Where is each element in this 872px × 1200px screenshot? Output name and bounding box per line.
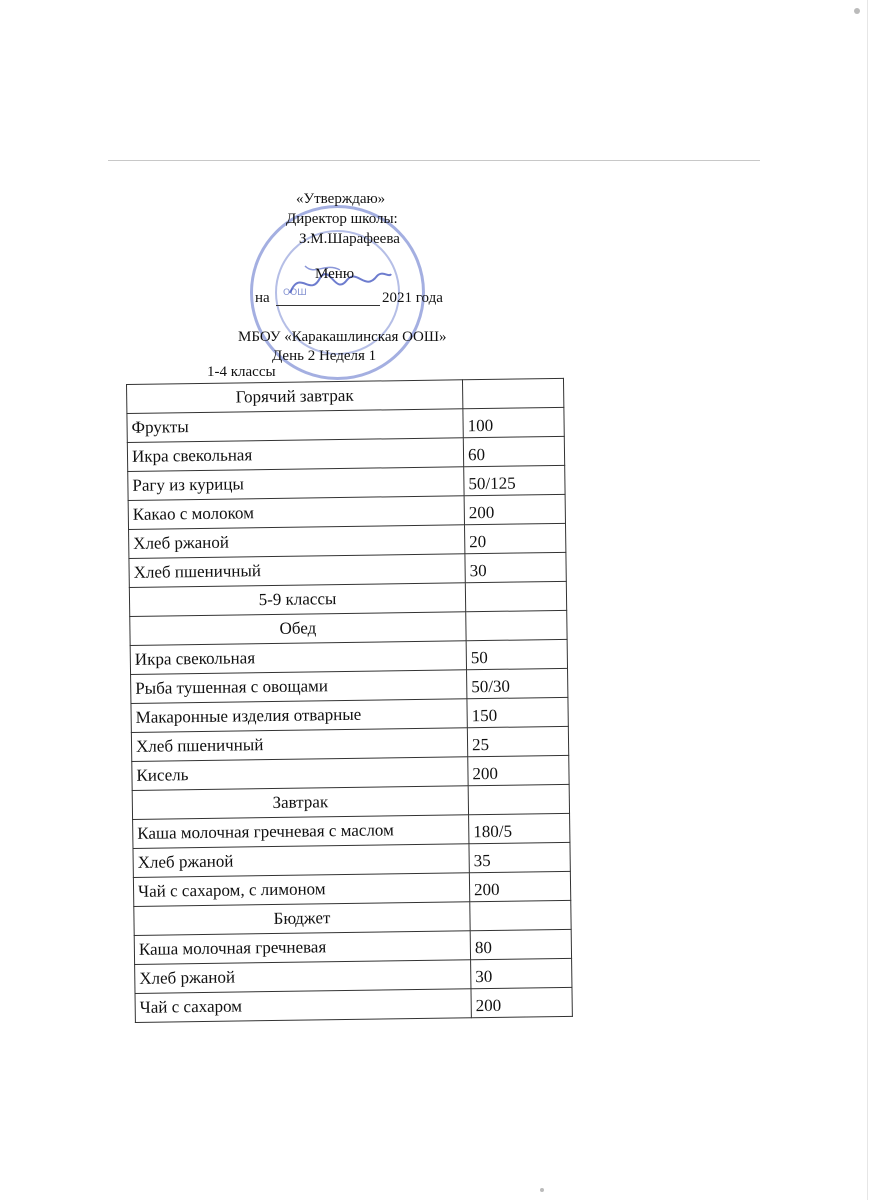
dish-name: Рыба тушенная с овощами	[131, 670, 467, 704]
dish-name: Макаронные изделия отварные	[131, 699, 467, 733]
dish-name: Рагу из курицы	[128, 467, 464, 501]
dish-name: Каша молочная гречневая	[134, 931, 470, 965]
portion-size: 200	[464, 494, 565, 524]
dish-name: Икра свекольная	[127, 438, 463, 472]
portion-size: 25	[467, 726, 568, 756]
portion-size: 100	[463, 407, 564, 437]
menu-title: Меню	[315, 266, 355, 282]
section-label: Бюджет	[134, 902, 470, 936]
section-label: Обед	[130, 612, 466, 646]
portion-size: 200	[471, 987, 572, 1017]
dish-name: Хлеб ржаной	[133, 844, 469, 878]
approve-line: «Утверждаю»	[296, 191, 386, 207]
portion-size: 30	[465, 552, 566, 582]
dish-name: Каша молочная гречневая с маслом	[133, 815, 469, 849]
portion-size: 50/30	[467, 668, 568, 698]
dish-name: Хлеб пшеничный	[131, 728, 467, 762]
portion-size	[470, 900, 571, 930]
portion-size: 200	[469, 871, 570, 901]
portion-size: 80	[470, 929, 571, 959]
dish-name: Какао с молоком	[128, 496, 464, 530]
dish-name: Кисель	[132, 757, 468, 791]
seal-text: ООШ	[283, 288, 307, 298]
table-row	[135, 987, 572, 1022]
portion-size: 30	[471, 958, 572, 988]
portion-size: 200	[468, 755, 569, 785]
portion-size: 180/5	[469, 813, 570, 843]
director-name: З.М.Шарафеева	[299, 231, 400, 247]
portion-size: 150	[467, 697, 568, 727]
dish-name: Фрукты	[127, 409, 463, 443]
date-prefix: на	[255, 290, 270, 306]
day-week: День 2 Неделя 1	[272, 348, 377, 364]
dish-name: Икра свекольная	[130, 641, 466, 675]
dish-name: Чай с сахаром, с лимоном	[133, 873, 469, 907]
dish-name: Хлеб пшеничный	[129, 554, 465, 588]
scan-dot	[854, 8, 860, 14]
portion-size	[465, 581, 566, 611]
scan-edge	[867, 0, 868, 1200]
section-label: Горячий завтрак	[127, 380, 463, 414]
dish-name: Хлеб ржаной	[135, 960, 471, 994]
section-label: 5-9 классы	[129, 583, 465, 617]
portion-size: 50	[466, 639, 567, 669]
director-line: Директор школы:	[286, 211, 398, 227]
date-suffix: 2021 года	[382, 290, 443, 306]
portion-size: 50/125	[464, 465, 565, 495]
menu-table-body	[127, 378, 573, 1022]
section-label: Завтрак	[132, 786, 468, 820]
dish-name: Чай с сахаром	[135, 989, 471, 1023]
dish-name: Хлеб ржаной	[129, 525, 465, 559]
portion-size: 20	[464, 523, 565, 553]
portion-size: 60	[463, 436, 564, 466]
portion-size	[466, 610, 567, 640]
school-name: МБОУ «Каракашлинская ООШ»	[238, 329, 447, 345]
grades-label: 1-4 классы	[207, 364, 276, 380]
portion-size	[462, 378, 563, 408]
scan-artifact-line	[108, 160, 760, 161]
date-blank-line	[276, 305, 380, 306]
portion-size: 35	[469, 842, 570, 872]
scan-dot	[540, 1188, 544, 1192]
portion-size	[468, 784, 569, 814]
menu-table	[126, 378, 573, 1023]
